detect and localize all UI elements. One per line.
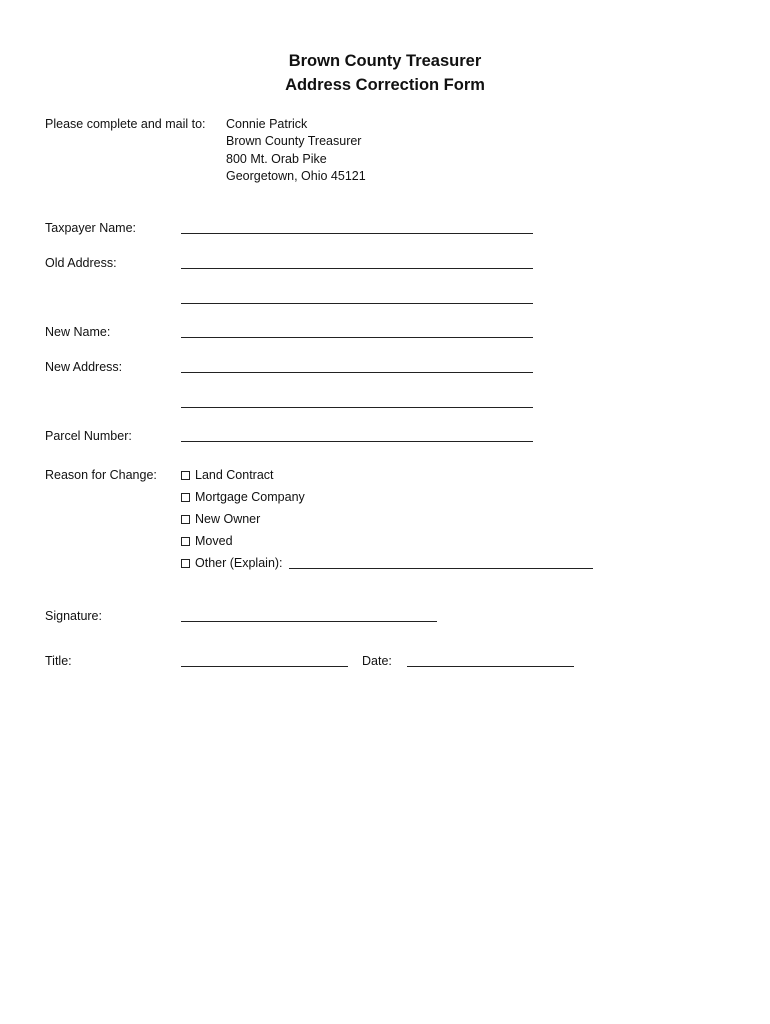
other-explain-field[interactable] bbox=[289, 568, 593, 569]
reason-option-label: Land Contract bbox=[195, 468, 274, 482]
mail-recipient-name: Connie Patrick bbox=[226, 117, 308, 131]
mail-recipient-city: Georgetown, Ohio 45121 bbox=[226, 169, 366, 183]
reason-option-new-owner[interactable] bbox=[181, 511, 260, 527]
date-label: Date: bbox=[362, 654, 392, 668]
parcel-number-label: Parcel Number: bbox=[45, 429, 132, 443]
reason-option-label: Other (Explain): bbox=[195, 556, 283, 570]
old-address-field-line2[interactable] bbox=[181, 303, 533, 304]
date-field[interactable] bbox=[407, 666, 574, 667]
new-address-field-line1[interactable] bbox=[181, 372, 533, 373]
mail-recipient-office: Brown County Treasurer bbox=[226, 134, 362, 148]
parcel-number-field[interactable] bbox=[181, 441, 533, 442]
mail-to-label: Please complete and mail to: bbox=[45, 117, 206, 131]
new-address-label: New Address: bbox=[45, 360, 123, 374]
checkbox-icon[interactable] bbox=[181, 537, 190, 546]
taxpayer-name-label: Taxpayer Name: bbox=[45, 221, 137, 235]
reason-option-label: Mortgage Company bbox=[195, 490, 305, 504]
form-heading-title: Address Correction Form bbox=[285, 76, 485, 94]
checkbox-icon[interactable] bbox=[181, 515, 190, 524]
taxpayer-name-field[interactable] bbox=[181, 233, 533, 234]
form-heading-organization: Brown County Treasurer bbox=[288, 52, 482, 70]
old-address-label: Old Address: bbox=[45, 256, 117, 270]
title-label: Title: bbox=[45, 654, 72, 668]
title-field[interactable] bbox=[181, 666, 348, 667]
old-address-field-line1[interactable] bbox=[181, 268, 533, 269]
reason-option-mortgage-company[interactable] bbox=[181, 489, 305, 505]
reason-option-land-contract[interactable] bbox=[181, 467, 274, 483]
reason-option-other[interactable] bbox=[181, 555, 283, 571]
reason-label: Reason for Change: bbox=[45, 468, 157, 482]
mail-recipient-street: 800 Mt. Orab Pike bbox=[226, 152, 327, 166]
new-name-field[interactable] bbox=[181, 337, 533, 338]
new-address-field-line2[interactable] bbox=[181, 407, 533, 408]
checkbox-icon[interactable] bbox=[181, 471, 190, 480]
reason-option-label: New Owner bbox=[195, 512, 261, 526]
checkbox-icon[interactable] bbox=[181, 559, 190, 568]
new-name-label: New Name: bbox=[45, 325, 111, 339]
reason-option-moved[interactable] bbox=[181, 533, 233, 549]
reason-option-label: Moved bbox=[195, 534, 233, 548]
checkbox-icon[interactable] bbox=[181, 493, 190, 502]
signature-field[interactable] bbox=[181, 621, 437, 622]
signature-label: Signature: bbox=[45, 609, 102, 623]
